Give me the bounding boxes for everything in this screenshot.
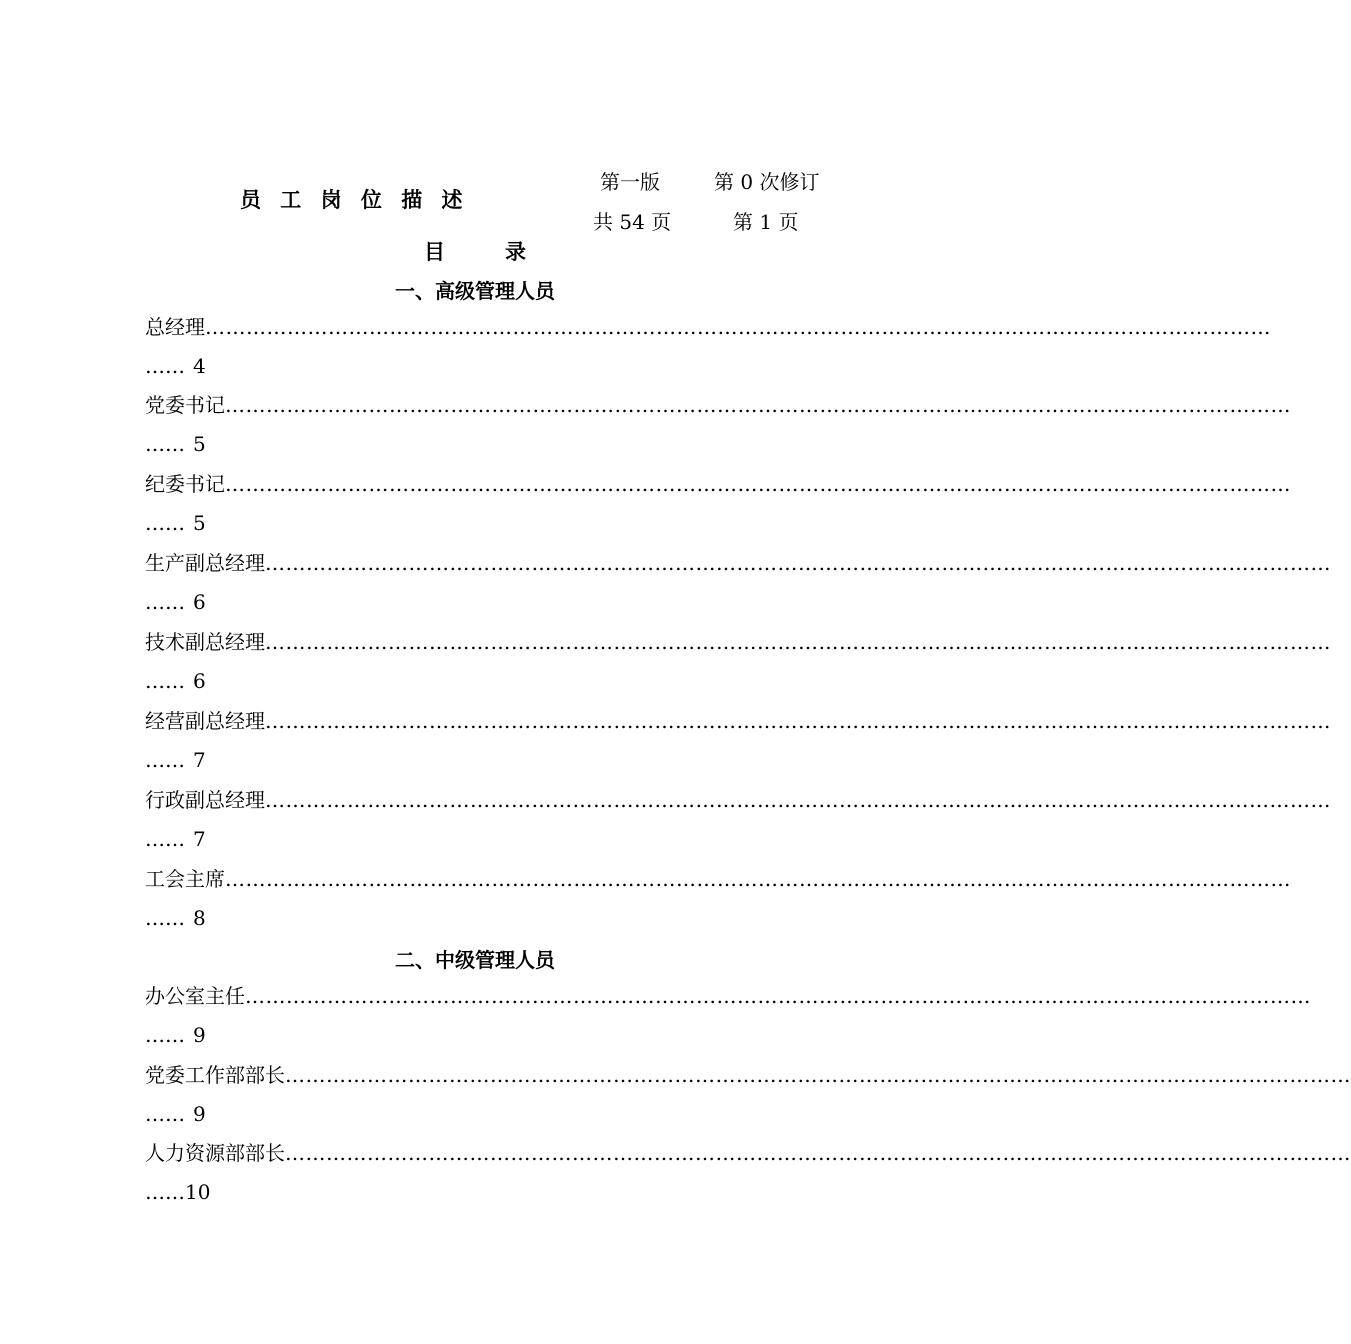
entry-page: 10 [185, 1180, 211, 1204]
toc-entry[interactable] [145, 386, 1291, 464]
dot-leader-tail: …… [145, 1023, 185, 1047]
toc-entry[interactable] [145, 544, 1331, 622]
toc-entry[interactable] [145, 465, 1291, 543]
toc-entry[interactable] [145, 977, 1311, 1055]
dot-leader-tail: …… [145, 906, 185, 930]
entry-label: 党委书记 [145, 393, 225, 417]
toc-heading [0, 236, 950, 266]
section-title: 二、中级管理人员 [395, 948, 555, 972]
entry-label: 人力资源部部长 [145, 1141, 285, 1165]
entry-page: 9 [193, 1102, 206, 1126]
toc-entry[interactable] [145, 1056, 1351, 1134]
toc-entry[interactable] [145, 1134, 1351, 1212]
entry-page: 6 [193, 669, 206, 693]
dot-leader: ………………………………………………………………………………………………………………………………………… [245, 984, 1311, 1008]
entry-label: 办公室主任 [145, 984, 245, 1008]
entry-label: 经营副总经理 [145, 709, 265, 733]
dot-leader: ………………………………………………………………………………………………………………………………………… [285, 1063, 1351, 1087]
entry-label: 生产副总经理 [145, 551, 265, 575]
entry-page: 5 [193, 511, 206, 535]
dot-leader: ………………………………………………………………………………………………………………………………………… [265, 630, 1331, 654]
entry-page: 7 [193, 748, 206, 772]
entry-label: 工会主席 [145, 867, 225, 891]
dot-leader-tail: …… [145, 432, 185, 456]
entry-label: 总经理 [145, 315, 205, 339]
entry-label: 行政副总经理 [145, 788, 265, 812]
entry-label: 党委工作部部长 [145, 1063, 285, 1087]
dot-leader: ………………………………………………………………………………………………………………………………………… [265, 709, 1331, 733]
toc-entry[interactable] [145, 702, 1331, 780]
dot-leader: ………………………………………………………………………………………………………………………………………… [205, 315, 1271, 339]
toc-entry[interactable] [145, 781, 1331, 859]
toc-entry[interactable] [145, 860, 1291, 938]
dot-leader: ………………………………………………………………………………………………………………………………………… [265, 551, 1331, 575]
dot-leader-tail: …… [145, 354, 185, 378]
entry-page: 9 [193, 1023, 206, 1047]
dot-leader-tail: …… [145, 748, 185, 772]
toc-heading-right: 录 [505, 239, 526, 264]
entry-label: 技术副总经理 [145, 630, 265, 654]
toc-heading-left: 目 [424, 239, 445, 264]
dot-leader: ………………………………………………………………………………………………………………………………………… [225, 867, 1291, 891]
page-number-label: 第 1 页 [733, 210, 799, 234]
entry-page: 7 [193, 827, 206, 851]
entry-page: 6 [193, 590, 206, 614]
dot-leader-tail: …… [145, 669, 185, 693]
document-title: 员 工 岗 位 描 述 [240, 187, 469, 212]
entry-label: 纪委书记 [145, 472, 225, 496]
toc-entry[interactable] [145, 623, 1331, 701]
total-pages-label: 共 54 页 [593, 210, 672, 234]
dot-leader-tail: …… [145, 1102, 185, 1126]
section-title: 一、高级管理人员 [395, 279, 555, 303]
dot-leader-tail: …… [145, 511, 185, 535]
dot-leader: ………………………………………………………………………………………………………………………………………… [225, 393, 1291, 417]
toc-entry[interactable] [145, 308, 1271, 386]
dot-leader: ………………………………………………………………………………………………………………………………………… [225, 472, 1291, 496]
dot-leader-tail: …… [145, 1180, 185, 1204]
entry-page: 4 [193, 354, 206, 378]
revision-label: 第 0 次修订 [714, 170, 820, 194]
edition-label: 第一版 [600, 170, 660, 194]
entry-page: 8 [193, 906, 206, 930]
dot-leader: ………………………………………………………………………………………………………………………………………… [285, 1141, 1351, 1165]
dot-leader-tail: …… [145, 827, 185, 851]
entry-page: 5 [193, 432, 206, 456]
dot-leader-tail: …… [145, 590, 185, 614]
dot-leader: ………………………………………………………………………………………………………………………………………… [265, 788, 1331, 812]
